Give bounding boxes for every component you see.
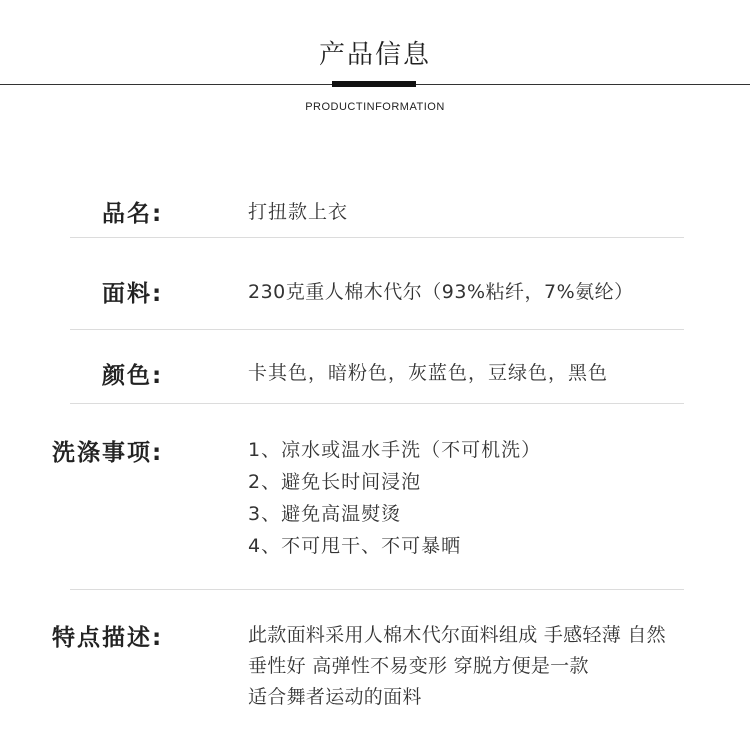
name-value: 打扭款上衣 <box>248 201 349 223</box>
features-line: 此款面料采用人棉木代尔面料组成 手感轻薄 自然 <box>248 624 666 646</box>
fabric-label: 面料: <box>102 281 164 307</box>
features-label: 特点描述: <box>52 625 164 651</box>
wash-line: 1、凉水或温水手洗（不可机洗） <box>248 439 542 461</box>
wash-line: 3、避免高温熨烫 <box>248 503 402 525</box>
page-title: 产品信息 <box>318 40 431 70</box>
color-value: 卡其色，暗粉色，灰蓝色，豆绿色，黑色 <box>248 362 609 384</box>
fabric-value: 230克重人棉木代尔（93%粘纤，7%氨纶） <box>248 281 634 303</box>
wash-line: 2、避免长时间浸泡 <box>248 471 422 493</box>
header-accent-bar <box>332 81 416 87</box>
row-divider <box>70 237 684 238</box>
wash-label: 洗涤事项: <box>52 440 164 466</box>
features-line: 适合舞者运动的面料 <box>248 686 422 708</box>
features-line: 垂性好 高弹性不易变形 穿脱方便是一款 <box>248 655 589 677</box>
row-divider <box>70 589 684 590</box>
row-divider <box>70 329 684 330</box>
color-label: 颜色: <box>102 363 164 389</box>
page-subtitle: PRODUCTINFORMATION <box>305 101 445 113</box>
name-label: 品名: <box>102 201 164 227</box>
wash-line: 4、不可甩干、不可暴晒 <box>248 535 462 557</box>
row-divider <box>70 403 684 404</box>
